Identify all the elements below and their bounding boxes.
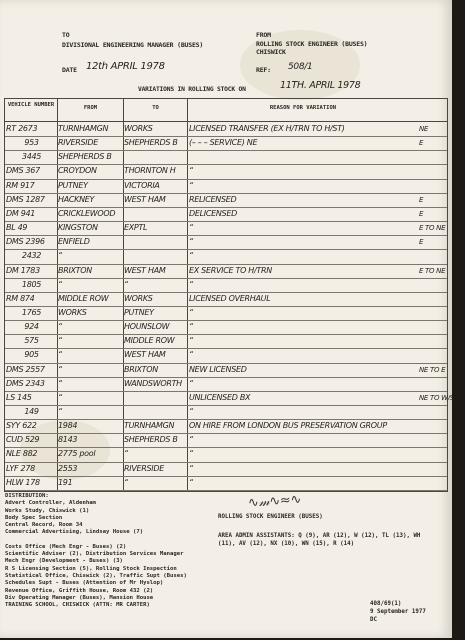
column-header-to: TO xyxy=(152,105,159,111)
from-depot: RIVERSIDE xyxy=(58,138,98,148)
distribution-line: Mech Engr (Development - Buses) (3) xyxy=(5,558,123,565)
vehicle-number: 575 xyxy=(24,336,39,346)
distribution-line: Div Operating Manager (Buses), Mansion House xyxy=(5,594,154,601)
to-depot: VICTORIA xyxy=(124,180,160,190)
to-depot: THORNTON H xyxy=(124,166,176,176)
distribution-line: Costs Office (Mech Engr - Buses) (2) xyxy=(5,543,127,550)
from-depot: HACKNEY xyxy=(58,194,95,204)
variation-reason: “ xyxy=(189,307,193,317)
variation-reason: “ xyxy=(189,378,193,388)
area-admin-assistants: AREA ADMIN ASSISTANTS: Q (9), AR (12), W (12), TL (13), WH (11), AV (12), NX (10), WN (15), R (14) xyxy=(218,533,421,548)
vehicle-number: 1765 xyxy=(21,307,42,317)
from-depot: “ xyxy=(58,407,62,416)
vehicle-number: 905 xyxy=(24,350,39,360)
distribution-line: Scientific Adviser (2), Distribution Services Manager xyxy=(5,551,184,558)
to-depot: BRIXTON xyxy=(124,364,158,374)
from-depot: 191 xyxy=(58,477,73,487)
from-depot: “ xyxy=(58,350,62,360)
vehicle-number: 953 xyxy=(24,138,39,148)
vehicle-number: 149 xyxy=(24,407,39,416)
to-depot: MIDDLE ROW xyxy=(124,336,175,346)
to-depot: HOUNSLOW xyxy=(124,322,170,332)
distribution-line: Body Spec Section xyxy=(5,514,63,521)
from-depot: “ xyxy=(58,322,62,332)
ref-value: 508/1 xyxy=(288,62,313,72)
distribution-line: Schedules Supt - Buses (Attention of Mr Hyslop) xyxy=(5,580,164,587)
distribution-line: Commercial Advertising, Lindsay House (7) xyxy=(5,529,144,536)
from-depot: 2775 pool xyxy=(58,449,96,459)
doc-code: DC xyxy=(370,617,377,623)
variation-reason: “ xyxy=(189,279,193,289)
distribution-line: Revenue Office, Griffith House, Room 432 (2) xyxy=(5,587,154,594)
column-header-vehicle: VEHICLE NUMBER xyxy=(7,102,55,108)
variation-reason: “ xyxy=(189,223,193,233)
vehicle-number: RT 2673 xyxy=(6,124,38,133)
variation-reason: RELICENSED xyxy=(189,194,237,204)
vehicle-number: NLE 882 xyxy=(6,449,38,459)
to-depot: PUTNEY xyxy=(124,307,154,317)
variation-reason: ON HIRE FROM LONDON BUS PRESERVATION GROUP xyxy=(189,421,387,431)
from-label: FROM xyxy=(256,31,271,39)
vehicle-number: 924 xyxy=(24,322,39,332)
distribution-line: Advert Controller, Aldenham xyxy=(5,500,96,507)
to-depot: SHEPHERDS B xyxy=(124,435,178,445)
distribution-line: Works Study, Chiswick (1) xyxy=(5,507,90,514)
from-depot: BRIXTON xyxy=(58,265,92,275)
vehicle-number: DMS 2557 xyxy=(6,364,45,374)
to-depot: SHEPHERDS B xyxy=(124,138,178,148)
signature-title: ROLLING STOCK ENGINEER (BUSES) xyxy=(218,514,323,520)
variation-reason: DELICENSED xyxy=(189,208,237,218)
from-depot: “ xyxy=(58,392,62,402)
variation-reason: “ xyxy=(189,237,193,247)
variation-code: NE TO W/S xyxy=(419,393,454,402)
to-depot: “ xyxy=(124,449,128,459)
variation-reason: LICENSED TRANSFER (EX H/TRN TO H/ST) xyxy=(189,124,345,133)
from-line2: CHISWICK xyxy=(256,48,286,56)
vehicle-number: CUD 529 xyxy=(6,435,40,445)
from-depot: “ xyxy=(58,251,62,261)
to-depot: WEST HAM xyxy=(124,194,166,204)
variation-reason: “ xyxy=(189,350,193,360)
variation-code: NE xyxy=(419,125,429,133)
column-header-reason: REASON FOR VARIATION xyxy=(269,105,337,111)
vehicle-number: DMS 1287 xyxy=(6,194,45,204)
variation-code: E TO NE xyxy=(419,224,446,233)
variation-code: E xyxy=(419,238,424,247)
from-depot: MIDDLE ROW xyxy=(58,293,109,303)
ref-label: REF: xyxy=(256,66,271,74)
vehicle-number: DMS 367 xyxy=(6,166,40,176)
vehicle-number: RM 874 xyxy=(6,293,35,303)
vehicle-number: HLW 178 xyxy=(6,477,40,487)
vehicle-number: DM 1783 xyxy=(6,265,40,275)
to-depot: RIVERSIDE xyxy=(124,463,164,473)
variation-code: E xyxy=(419,195,424,204)
to-depot: “ xyxy=(124,477,128,487)
from-depot: SHEPHERDS B xyxy=(58,152,112,162)
variation-reason: “ xyxy=(189,180,193,190)
vehicle-number: LS 145 xyxy=(6,392,32,402)
from-depot: 8143 xyxy=(58,435,78,445)
document-title: VARIATIONS IN ROLLING STOCK ON xyxy=(138,86,246,93)
to-depot: WANDSWORTH xyxy=(124,378,182,388)
date-label: DATE xyxy=(62,66,77,74)
to-depot: TURNHAMGN xyxy=(124,421,175,431)
distribution-list xyxy=(5,493,187,609)
from-depot: 1984 xyxy=(58,421,78,431)
to-depot: WEST HAM xyxy=(124,350,166,360)
variations-table xyxy=(4,98,454,492)
distribution-heading: DISTRIBUTION: xyxy=(5,493,49,499)
doc-date: 9 September 1977 xyxy=(370,609,426,615)
from-depot: 2553 xyxy=(58,463,78,473)
from-depot: PUTNEY xyxy=(58,180,88,190)
variation-reason: “ xyxy=(189,463,193,473)
to-label: TO xyxy=(62,31,70,39)
variation-code: E xyxy=(419,209,424,218)
from-depot: “ xyxy=(58,378,62,388)
vehicle-number: RM 917 xyxy=(6,180,35,190)
vehicle-number: DM 941 xyxy=(6,208,36,218)
from-depot: “ xyxy=(58,336,62,346)
variation-reason: “ xyxy=(189,435,193,445)
vehicle-number: SYY 622 xyxy=(6,421,37,431)
to-value: DIVISIONAL ENGINEERING MANAGER (BUSES) xyxy=(62,41,204,49)
variation-reason: NEW LICENSED xyxy=(189,364,247,374)
variation-reason: “ xyxy=(189,336,193,346)
document-title-date: 11TH. APRIL 1978 xyxy=(280,80,361,91)
to-depot: WORKS xyxy=(124,124,153,133)
vehicle-number: 2432 xyxy=(21,251,42,261)
variation-code: E TO NE xyxy=(419,266,446,275)
distribution-line: Central Record, Room 34 xyxy=(5,522,83,529)
variation-reason: “ xyxy=(189,449,193,459)
from-depot: “ xyxy=(58,279,62,289)
variation-reason: “ xyxy=(189,251,193,261)
vehicle-number: 3445 xyxy=(21,152,42,162)
from-depot: WORKS xyxy=(58,307,87,317)
date-value: 12th APRIL 1978 xyxy=(86,61,165,72)
from-depot: KINGSTON xyxy=(58,223,98,233)
variation-reason: “ xyxy=(189,477,193,487)
distribution-line: Statistical Office, Chiswick (2), Traffic Supt (Buses) xyxy=(5,572,187,579)
vehicle-number: DMS 2396 xyxy=(6,237,45,247)
column-header-from: FROM xyxy=(83,105,98,111)
variation-reason: “ xyxy=(189,322,193,332)
from-depot: ENFIELD xyxy=(58,237,90,247)
signature: ∿𝓂∿≈∿ xyxy=(247,492,302,511)
from-depot: CROYDON xyxy=(58,166,97,176)
vehicle-number: LYF 278 xyxy=(6,463,35,473)
vehicle-number: BL 49 xyxy=(6,223,28,233)
to-depot: “ xyxy=(124,279,128,289)
variation-code: E xyxy=(419,139,424,148)
distribution-line: TRAINING SCHOOL, CHISWICK (ATTN: MR CARTER) xyxy=(5,602,150,609)
variation-code: NE TO E xyxy=(419,365,446,374)
vehicle-number: DMS 2343 xyxy=(6,378,45,388)
variation-reason: “ xyxy=(189,407,193,416)
distribution-line xyxy=(5,537,187,544)
to-depot: EXPTL xyxy=(124,223,148,233)
distribution-line: R S Licensing Section (5), Rolling Stock Inspection xyxy=(5,565,177,572)
variation-reason: (– – – SERVICE) NE xyxy=(189,138,258,148)
doc-number: 408/69(1) xyxy=(370,601,402,607)
variation-reason: EX SERVICE TO H/TRN xyxy=(189,265,272,275)
to-depot: WORKS xyxy=(124,293,153,303)
from-depot: “ xyxy=(58,364,62,374)
from-depot: TURNHAMGN xyxy=(58,124,109,133)
from-line1: ROLLING STOCK ENGINEER (BUSES) xyxy=(256,40,368,48)
variation-reason: LICENSED OVERHAUL xyxy=(189,293,271,303)
variation-reason: “ xyxy=(189,166,193,176)
vehicle-number: 1805 xyxy=(21,279,42,289)
to-depot: WEST HAM xyxy=(124,265,166,275)
variation-reason: UNLICENSED BX xyxy=(189,392,251,402)
from-depot: CRICKLEWOOD xyxy=(58,208,116,218)
